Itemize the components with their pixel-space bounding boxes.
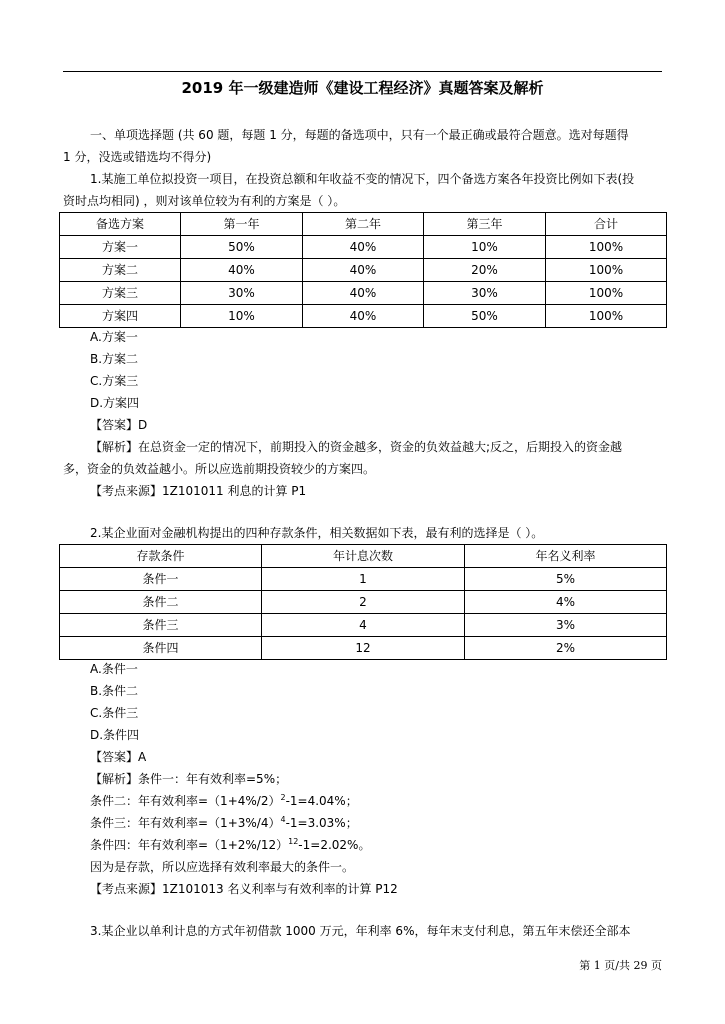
- table-row: [60, 614, 667, 637]
- page-footer: 第 1 页/共 29 页: [579, 959, 662, 972]
- q2-table: [59, 544, 667, 660]
- q2-source: 【考点来源】1Z101013 名义利率与有效利率的计算 P12: [90, 882, 398, 896]
- q2-table-header-cell: 年名义利率: [465, 545, 667, 568]
- table-cell: 条件四: [60, 637, 262, 660]
- q1-answer: 【答案】D: [90, 418, 148, 432]
- q2-table-header-cell: 年计息次数: [262, 545, 465, 568]
- q2-analysis-line-5: 因为是存款，所以应选择有效利率最大的条件一。: [90, 860, 355, 874]
- table-cell: 条件三: [60, 614, 262, 637]
- table-cell: 4%: [465, 591, 667, 614]
- table-cell: 10%: [424, 236, 546, 259]
- q2-analysis-line-1: 【解析】条件一：年有效利率=5%；: [90, 772, 288, 786]
- table-cell: 10%: [181, 305, 303, 328]
- formula-result: -1=2.02%。: [298, 838, 371, 852]
- table-cell: 100%: [546, 282, 667, 305]
- q1-table-header-cell: 备选方案: [60, 213, 181, 236]
- table-cell: 40%: [303, 305, 424, 328]
- q1-option-b: B.方案二: [90, 352, 139, 366]
- q1-table: [59, 212, 667, 328]
- q2-stem: 2.某企业面对金融机构提出的四种存款条件，相关数据如下表，最有利的选择是（ ）。: [90, 526, 544, 540]
- section-intro-line-1: 一、单项选择题 (共 60 题，每题 1 分，每题的备选项中，只有一个最正确或最符合题意。选对每题得: [90, 128, 629, 142]
- table-cell: 30%: [424, 282, 546, 305]
- formula-exponent: 4: [280, 815, 286, 824]
- table-row: [60, 637, 667, 660]
- table-cell: 方案四: [60, 305, 181, 328]
- q1-option-c: C.方案三: [90, 374, 139, 388]
- table-cell: 方案一: [60, 236, 181, 259]
- q2-option-b: B.条件二: [90, 684, 139, 698]
- table-cell: 50%: [424, 305, 546, 328]
- q2-option-c: C.条件三: [90, 706, 139, 720]
- section-intro-line-2: 1 分，没选或错选均不得分): [63, 150, 212, 164]
- table-row: [60, 236, 667, 259]
- q1-table-header-cell: 第一年: [181, 213, 303, 236]
- q1-table-header-cell: 第二年: [303, 213, 424, 236]
- q2-analysis-line-2: [90, 790, 358, 812]
- table-row: [60, 282, 667, 305]
- q1-option-d: D.方案四: [90, 396, 140, 410]
- table-cell: 40%: [303, 282, 424, 305]
- table-cell: 20%: [424, 259, 546, 282]
- table-cell: 100%: [546, 259, 667, 282]
- table-cell: 1: [262, 568, 465, 591]
- q2-option-a: A.条件一: [90, 662, 138, 676]
- formula-text: 条件四：年有效利率=（1+2%/12）: [90, 838, 289, 852]
- formula-exponent: 12: [288, 837, 299, 846]
- table-cell: 40%: [303, 236, 424, 259]
- formula-result: -1=4.04%；: [285, 794, 358, 808]
- q2-analysis-line-4: [90, 834, 370, 856]
- table-cell: 5%: [465, 568, 667, 591]
- table-cell: 条件二: [60, 591, 262, 614]
- q2-answer: 【答案】A: [90, 750, 147, 764]
- table-row: [60, 591, 667, 614]
- q2-table-header-row: [60, 545, 667, 568]
- q1-analysis-line-1: 【解析】在总资金一定的情况下，前期投入的资金越多，资金的负效益越大;反之，后期投入的资金越: [90, 440, 623, 454]
- q1-stem-line-2: 资时点均相同) ，则对该单位较为有利的方案是（ ）。: [63, 194, 346, 208]
- table-cell: 100%: [546, 236, 667, 259]
- table-cell: 30%: [181, 282, 303, 305]
- formula-exponent: 2: [280, 793, 286, 802]
- q3-stem-line-1: 3.某企业以单利计息的方式年初借款 1000 万元，年利率 6%，每年末支付利息，第五年末偿还全部本: [90, 924, 631, 938]
- table-cell: 2%: [465, 637, 667, 660]
- formula-text: 条件二：年有效利率=（1+4%/2）: [90, 794, 281, 808]
- formula-result: -1=3.03%；: [285, 816, 358, 830]
- header-rule: [63, 71, 662, 72]
- table-cell: 方案三: [60, 282, 181, 305]
- table-row: [60, 259, 667, 282]
- q1-option-a: A.方案一: [90, 330, 138, 344]
- table-cell: 3%: [465, 614, 667, 637]
- page-title: 2019 年一级建造师《建设工程经济》真题答案及解析: [181, 79, 544, 97]
- table-cell: 12: [262, 637, 465, 660]
- q1-stem-line-1: 1.某施工单位拟投资一项目，在投资总额和年收益不变的情况下，四个备选方案各年投资比例如下表(投: [90, 172, 635, 186]
- q2-table-header-cell: 存款条件: [60, 545, 262, 568]
- table-row: [60, 305, 667, 328]
- q2-option-d: D.条件四: [90, 728, 140, 742]
- table-cell: 方案二: [60, 259, 181, 282]
- table-row: [60, 568, 667, 591]
- q1-table-header-cell: 第三年: [424, 213, 546, 236]
- q1-source: 【考点来源】1Z101011 利息的计算 P1: [90, 484, 307, 498]
- q1-table-header-row: [60, 213, 667, 236]
- table-cell: 4: [262, 614, 465, 637]
- table-cell: 40%: [303, 259, 424, 282]
- table-cell: 100%: [546, 305, 667, 328]
- table-cell: 条件一: [60, 568, 262, 591]
- table-cell: 50%: [181, 236, 303, 259]
- formula-text: 条件三：年有效利率=（1+3%/4）: [90, 816, 281, 830]
- q1-analysis-line-2: 多，资金的负效益越小。所以应选前期投资较少的方案四。: [63, 462, 376, 476]
- q1-table-header-cell: 合计: [546, 213, 667, 236]
- table-cell: 2: [262, 591, 465, 614]
- table-cell: 40%: [181, 259, 303, 282]
- q2-analysis-line-3: [90, 812, 358, 834]
